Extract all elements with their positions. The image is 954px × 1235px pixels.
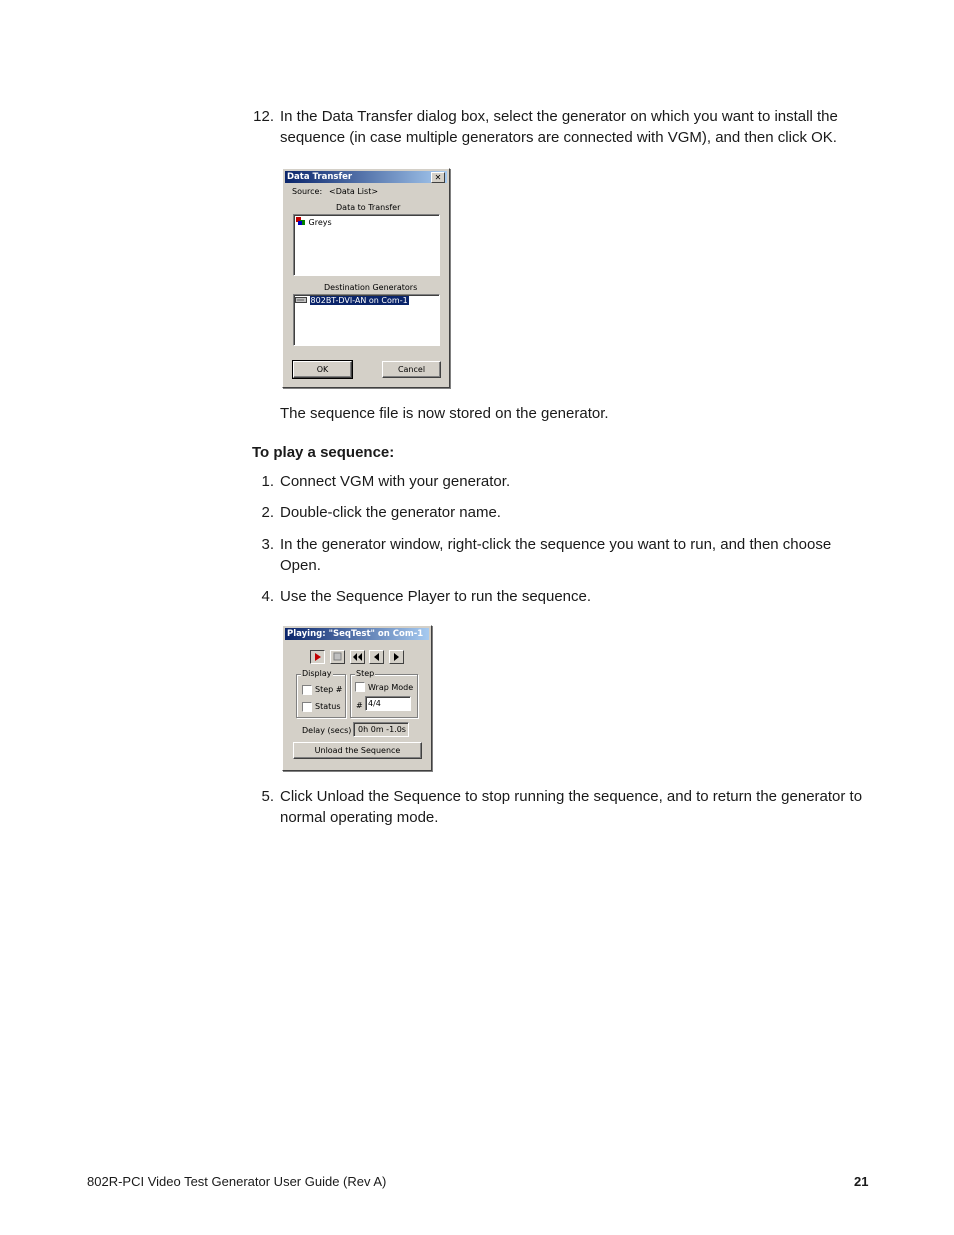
- step-group-label: Step: [356, 669, 375, 678]
- step-text: Double-click the generator name.: [280, 504, 501, 521]
- page-number: 21: [854, 1174, 869, 1189]
- step-3: [252, 534, 872, 576]
- list-item-greys[interactable]: [296, 217, 332, 227]
- sequence-icon: [296, 217, 306, 226]
- destination-generators-label: Destination Generators: [324, 283, 418, 292]
- data-to-transfer-label: Data to Transfer: [336, 203, 401, 212]
- stop-icon: [331, 651, 344, 663]
- delay-label: Delay (secs): [302, 726, 352, 735]
- step-number-checkbox[interactable]: [302, 685, 312, 695]
- step-number: 2.: [261, 504, 274, 521]
- status-checkbox[interactable]: [302, 702, 312, 712]
- step-12: [252, 106, 872, 148]
- previous-button[interactable]: [369, 650, 384, 664]
- list-item-generator[interactable]: [295, 296, 409, 305]
- step-number: 1.: [261, 473, 274, 490]
- step-5: [252, 786, 872, 828]
- selected-generator: 802BT-DVI-AN on Com-1: [310, 296, 408, 305]
- first-button[interactable]: [350, 650, 365, 664]
- delay-value: 0h 0m -1.0s: [353, 722, 409, 737]
- step-number: 4.: [261, 588, 274, 605]
- step-2: [252, 502, 872, 523]
- step-text: Click Unload the Sequence to stop running the sequence, and to return the generator to normal operating mode.: [280, 788, 863, 826]
- play-icon: [311, 651, 324, 663]
- footer-title: 802R-PCI Video Test Generator User Guide (Rev A): [87, 1174, 387, 1189]
- rewind-icon: [351, 651, 364, 663]
- play-button[interactable]: [310, 650, 325, 664]
- wrap-mode-checkbox[interactable]: [355, 682, 365, 692]
- step-text: In the generator window, right-click the sequence you want to run, and then choose Open.: [280, 536, 832, 574]
- player-titlebar: [285, 628, 429, 640]
- ok-button[interactable]: OK: [293, 361, 352, 378]
- step-hash-label: #: [356, 701, 363, 710]
- step-1: [252, 471, 872, 492]
- stop-button[interactable]: [330, 650, 345, 664]
- list-item-label: Greys: [308, 218, 332, 227]
- wrap-mode-label: Wrap Mode: [368, 683, 414, 692]
- data-listbox[interactable]: [293, 214, 440, 276]
- data-transfer-dialog: [282, 168, 450, 388]
- step-text: In the Data Transfer dialog box, select the generator on which you want to install the sequence (in case multiple generators are connected with VGM), and then click OK.: [280, 108, 838, 146]
- status-label: Status: [315, 702, 341, 711]
- step-group: [350, 669, 418, 718]
- source-value: <Data List>: [329, 187, 379, 196]
- step-input[interactable]: 4/4: [365, 696, 411, 711]
- step-forward-icon: [390, 651, 403, 663]
- close-icon[interactable]: ✕: [431, 172, 445, 183]
- step-text: Connect VGM with your generator.: [280, 473, 511, 490]
- generator-icon: [295, 296, 307, 304]
- dialog-title: Data Transfer: [287, 172, 353, 182]
- step-text: Use the Sequence Player to run the sequence.: [280, 588, 592, 605]
- step-4: [252, 586, 872, 607]
- step-number: 12.: [253, 108, 274, 125]
- display-group-label: Display: [302, 669, 332, 678]
- sequence-player-dialog: [282, 625, 432, 771]
- display-group: [296, 669, 346, 718]
- step-back-icon: [370, 651, 383, 663]
- unload-sequence-button[interactable]: Unload the Sequence: [293, 742, 422, 759]
- step-number: 3.: [261, 536, 274, 553]
- dialog-titlebar: [285, 171, 447, 183]
- destination-listbox[interactable]: [293, 294, 440, 346]
- player-title: Playing: "SeqTest" on Com-1: [287, 629, 424, 639]
- step-number-label: Step #: [315, 685, 343, 694]
- source-label: Source:: [292, 187, 323, 196]
- section-heading: To play a sequence:: [252, 444, 395, 461]
- step-number: 5.: [261, 788, 274, 805]
- cancel-button[interactable]: Cancel: [382, 361, 441, 378]
- next-button[interactable]: [389, 650, 404, 664]
- transfer-result-text: The sequence file is now stored on the generator.: [280, 405, 609, 422]
